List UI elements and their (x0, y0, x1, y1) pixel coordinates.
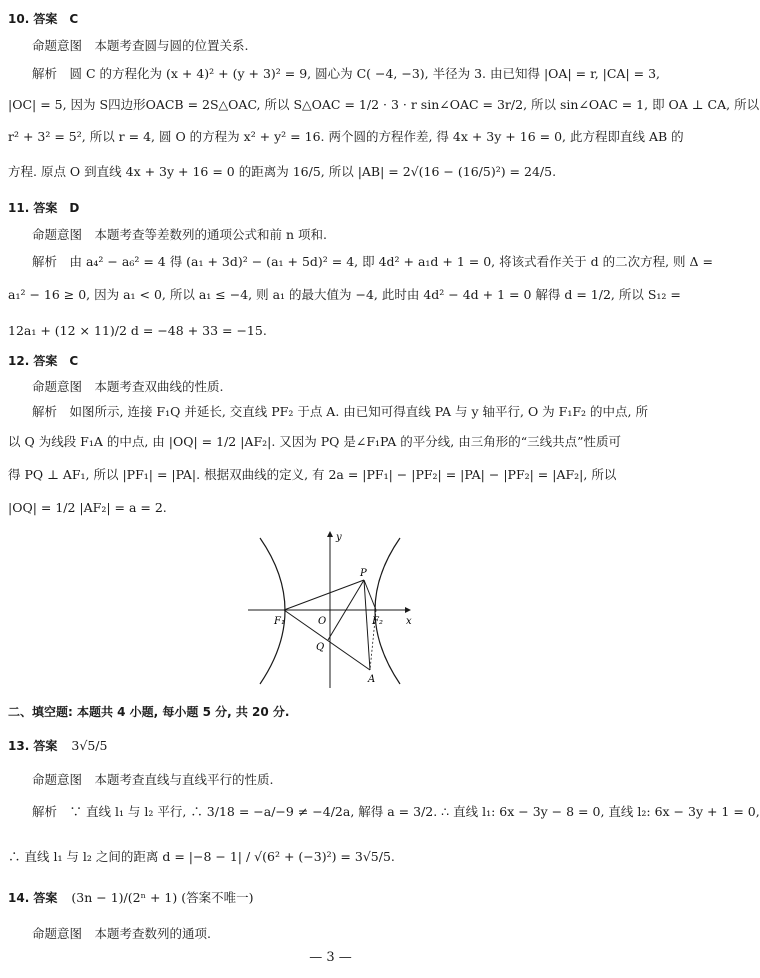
section-2-heading: 二、填空题: 本题共 4 小题, 每小题 5 分, 共 20 分. (8, 705, 290, 719)
q12-intent: 命题意图 本题考查双曲线的性质. (32, 379, 224, 394)
label-f2: F₂ (372, 616, 383, 627)
q13-answer-heading: 13. 答案 (8, 739, 58, 753)
q13-answer-row (8, 738, 107, 754)
label-q: Q (316, 642, 325, 653)
q14-answer-heading: 14. 答案 (8, 891, 58, 905)
q11-solution-line-1: 解析 由 a₄² − a₆² = 4 得 (a₁ + 3d)² − (a₁ + 5d)² = 4, 即 4d² + a₁d + 1 = 0, 将该式看作关于 d 的二次方程, 则 Δ = (32, 254, 713, 269)
q11-answer-heading: 11. 答案 D (8, 201, 80, 215)
q11-solution-line-3: 12a₁ + (12 × 11)/2 d = −48 + 33 = −15. (8, 323, 267, 338)
q10-solution-line-2: |OC| = 5, 因为 S四边形OACB = 2S△OAC, 所以 S△OAC = 1/2 · 3 · r sin∠OAC = 3r/2, 所以 sin∠OAC = 1, 即 OA ⊥ CA, 所以 (8, 97, 760, 112)
hyperbola-left-branch (260, 538, 285, 684)
page-number: — 3 — (309, 950, 352, 965)
q11-intent: 命题意图 本题考查等差数列的通项公式和前 n 项和. (32, 227, 327, 242)
q10-solution-line-3: r² + 3² = 5², 所以 r = 4, 圆 O 的方程为 x² + y² = 16. 两个圆的方程作差, 得 4x + 3y + 16 = 0, 此方程即直线 AB 的 (8, 129, 684, 144)
q14-answer-row (8, 890, 253, 906)
hyperbola-figure (248, 528, 418, 690)
q13-solution-line-1: 解析 ∵ 直线 l₁ 与 l₂ 平行, ∴ 3/18 = −a/−9 ≠ −4/2a, 解得 a = 3/2. ∴ 直线 l₁: 6x − 3y − 8 = 0, 直线 l₂: 6x − 3y + 1 = 0, (32, 804, 760, 819)
q10-answer-heading: 10. 答案 C (8, 12, 79, 26)
hyperbola-right-branch (375, 538, 400, 684)
label-y: y (336, 532, 342, 543)
q13-intent: 命题意图 本题考查直线与直线平行的性质. (32, 772, 274, 787)
q12-solution-line-2: 以 Q 为线段 F₁A 的中点, 由 |OQ| = 1/2 |AF₂|. 又因为 PQ 是∠F₁PA 的平分线, 由三角形的“三线共点”性质可 (8, 434, 622, 449)
q14-intent: 命题意图 本题考查数列的通项. (32, 926, 211, 941)
q13-answer-value: 3√5/5 (71, 738, 108, 753)
q14-answer-value: (3n − 1)/(2ⁿ + 1) (答案不唯一) (71, 890, 254, 905)
label-o: O (318, 616, 327, 627)
label-p: P (360, 568, 367, 579)
line-f1-a (284, 610, 370, 670)
q12-solution-line-4: |OQ| = 1/2 |AF₂| = a = 2. (8, 500, 167, 515)
q10-intent: 命题意图 本题考查圆与圆的位置关系. (32, 38, 249, 53)
q12-solution-line-3: 得 PQ ⊥ AF₁, 所以 |PF₁| = |PA|. 根据双曲线的定义, 有 2a = |PF₁| − |PF₂| = |PA| − |PF₂| = |AF₂|, 所以 (8, 467, 617, 482)
label-f1: F₁ (274, 616, 285, 627)
q12-answer-heading: 12. 答案 C (8, 354, 79, 368)
q13-solution-line-2: ∴ 直线 l₁ 与 l₂ 之间的距离 d = |−8 − 1| / √(6² + (−3)²) = 3√5/5. (8, 849, 395, 864)
q10-solution-line-1: 解析 圆 C 的方程化为 (x + 4)² + (y + 3)² = 9, 圆心为 C( −4, −3), 半径为 3. 由已知得 |OA| = r, |CA| = 3, (32, 66, 660, 81)
q12-solution-line-1: 解析 如图所示, 连接 F₁Q 并延长, 交直线 PF₂ 于点 A. 由已知可得直线 PA 与 y 轴平行, O 为 F₁F₂ 的中点, 所 (32, 404, 648, 419)
q10-solution-line-4: 方程. 原点 O 到直线 4x + 3y + 16 = 0 的距离为 16/5, 所以 |AB| = 2√(16 − (16/5)²) = 24/5. (8, 164, 557, 179)
line-f1-p (284, 580, 364, 610)
q11-solution-line-2: a₁² − 16 ≥ 0, 因为 a₁ < 0, 所以 a₁ ≤ −4, 则 a₁ 的最大值为 −4, 此时由 4d² − 4d + 1 = 0 解得 d = 1/2, 所以 S₁₂ = (8, 287, 681, 302)
label-x: x (406, 616, 412, 627)
label-a: A (368, 674, 376, 685)
